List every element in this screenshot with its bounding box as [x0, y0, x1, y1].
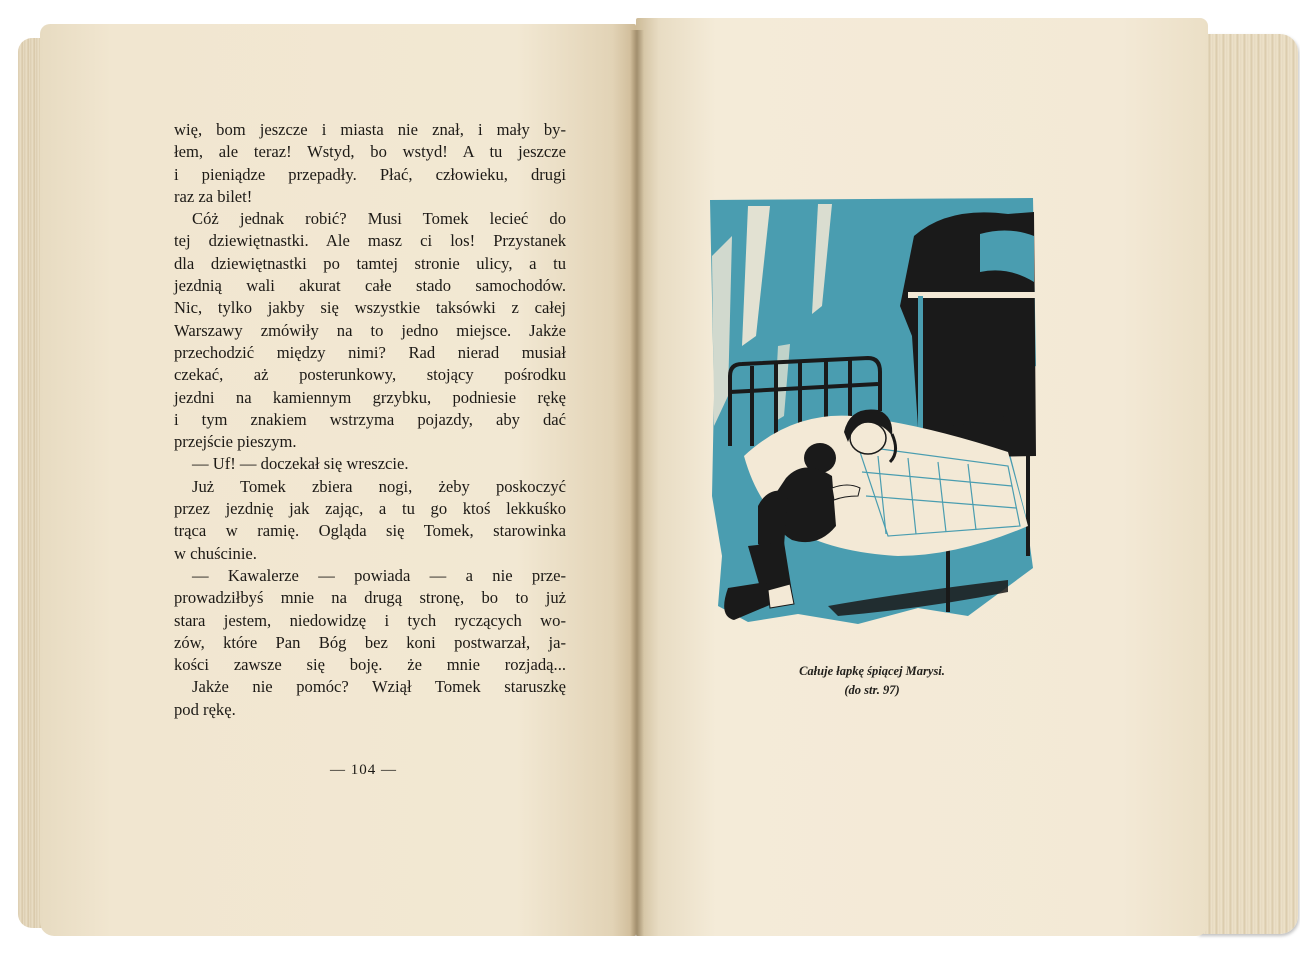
book-gutter — [630, 30, 644, 936]
text-line: wię, bom jeszcze i miasta nie znał, i mały by- — [174, 120, 566, 139]
caption-line-2: (do str. 97) — [844, 683, 900, 697]
text-line: raz za bilet! — [174, 186, 253, 206]
text-line: kości zawsze się boję. że mnie rozjadą... — [174, 655, 566, 675]
text-line: czekać, aż posterunkowy, stojący pośrodku — [174, 365, 566, 385]
left-page-text — [174, 119, 566, 721]
text-line: Jakże nie pomóc? Wziął Tomek staruszkę — [192, 677, 566, 697]
caption-line-1: Całuje łapkę śpiącej Marysi. — [799, 664, 945, 678]
text-line: — Uf! — doczekał się wreszcie. — [192, 454, 409, 474]
text-line: i pieniądze przepadły. Płać, człowieku, drugi — [174, 164, 566, 184]
text-line: trąca w ramię. Ogląda się Tomek, starowinka — [174, 521, 566, 541]
text-line: przez jezdnię jak zając, a tu go ktoś lekkuśko — [174, 499, 566, 519]
text-line: Już Tomek zbiera nogi, żeby poskoczyć — [192, 476, 566, 496]
text-line: przejście pieszym. — [174, 432, 297, 452]
text-line: jezdnią wali akurat całe stado samochodów. — [174, 276, 566, 296]
text-line: Cóż jednak robić? Musi Tomek lecieć do — [192, 209, 566, 229]
text-line: i tym znakiem wstrzyma pojazdy, aby dać — [174, 409, 566, 429]
text-line: prowadziłbyś mnie na drugą stronę, bo to już — [174, 588, 566, 608]
text-line: jezdni na kamiennym grzybku, podniesie rękę — [174, 387, 566, 407]
text-line: dla dziewiętnastki po tamtej stronie ulicy, a tu — [174, 253, 566, 273]
text-line: przechodzić między nimi? Rad nierad musiał — [174, 342, 566, 362]
page-edges-right — [1198, 34, 1298, 934]
illustration-boy-kissing-sleeping-girl — [708, 196, 1038, 636]
text-line: w chuścinie. — [174, 543, 257, 563]
illustration-caption — [742, 662, 1002, 700]
text-line: pod rękę. — [174, 699, 236, 719]
text-line: Warszawy zmówiły na to jedno miejsce. Jakże — [174, 320, 566, 340]
text-line: — Kawalerze — powiada — a nie prze- — [192, 565, 566, 585]
text-line: tej dziewiętnastki. Ale masz ci los! Przystanek — [174, 231, 566, 251]
page-number: — 104 — — [330, 762, 397, 778]
text-line: zów, które Pan Bóg bez koni postwarzał, ja- — [174, 632, 566, 652]
text-line: Nic, tylko jakby się wszystkie taksówki z całej — [174, 298, 566, 318]
text-line: łem, ale teraz! Wstyd, bo wstyd! A tu jeszcze — [174, 142, 566, 162]
text-line: stara jestem, niedowidzę i tych ryczących wo- — [174, 610, 566, 630]
